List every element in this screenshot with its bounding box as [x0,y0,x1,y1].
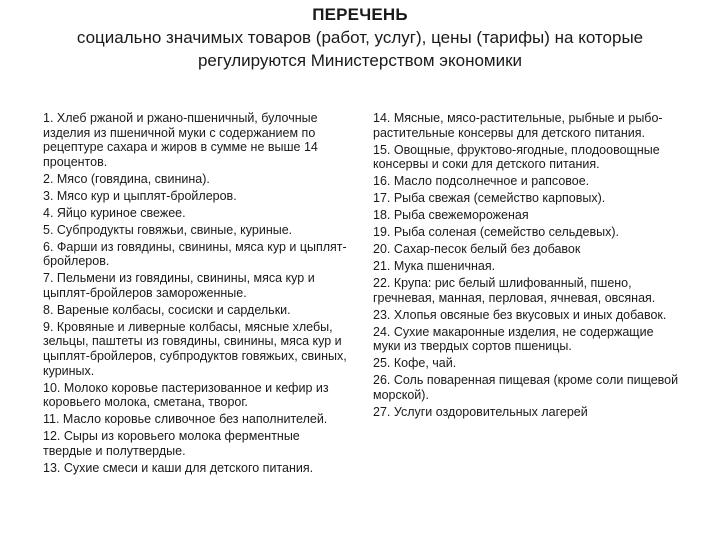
list-item: 27. Услуги оздоровительных лагерей [373,404,588,419]
list-item: 9. Кровяные и ливерные колбасы, мясные хлебы, зельцы, паштеты из говядины, свинины, мяса кур и цыплят-бройлеров, субпродуктов говяжьих, свиных, куриных. [43,319,347,378]
list-item: 22. Крупа: рис белый шлифованный, пшено, гречневая, манная, перловая, ячневая, овсяная. [373,276,656,305]
list-item: 25. Кофе, чай. [373,356,457,371]
list-item: 12. Сыры из коровьего молока ферментные твердые и полутвердые. [43,429,300,458]
list-item: 23. Хлопья овсяные без вкусовых и иных добавок. [373,307,667,322]
page-subtitle: социально значимых товаров (работ, услуг), цены (тарифы) на которые регулируются Министерством экономики [76,28,644,70]
list-item: 1. Хлеб ржаной и ржано-пшеничный, булочные изделия из пшеничной муки с содержанием по рецептуре сахара и жиров в сумме не выше 14 процентов. [43,111,318,169]
list-item: 10. Молоко коровье пастеризованное и кефир из коровьего молока, сметана, творог. [43,380,329,410]
list-item: 15. Овощные, фруктово-ягодные, плодоовощные консервы и соки для детского питания. [373,142,660,172]
list-item: 20. Сахар-песок белый без добавок [373,242,581,257]
title-block [0,4,720,72]
list-item: 3. Мясо кур и цыплят-бройлеров. [43,188,237,203]
list-item: 2. Мясо (говядина, свинина). [43,171,210,186]
list-item: 16. Масло подсолнечное и рапсовое. [373,174,590,189]
list-item: 7. Пельмени из говядины, свинины, мяса кур и цыплят-бройлеров замороженные. [43,271,315,300]
list-item: 14. Мясные, мясо-растительные, рыбные и рыбо-растительные консервы для детского питания. [373,111,663,140]
list-item: 24. Сухие макаронные изделия, не содержащие муки из твердых сортов пшеницы. [373,324,654,354]
list-column-right [373,111,683,422]
list-item: 4. Яйцо куриное свежее. [43,205,186,220]
page-title: ПЕРЕЧЕНЬ [312,5,408,24]
list-column-left [43,111,348,478]
list-item: 8. Вареные колбасы, сосиски и сардельки. [43,302,291,317]
list-item: 6. Фарши из говядины, свинины, мяса кур и цыплят-бройлеров. [43,239,347,269]
list-item: 26. Соль поваренная пищевая (кроме соли пищевой морской). [373,373,679,402]
list-item: 5. Субпродукты говяжьи, свиные, куриные. [43,222,293,237]
list-item: 21. Мука пшеничная. [373,259,496,274]
list-item: 17. Рыба свежая (семейство карповых). [373,191,606,206]
list-item: 11. Масло коровье сливочное без наполнителей. [43,412,328,427]
list-item: 19. Рыба соленая (семейство сельдевых). [373,225,620,240]
list-item: 13. Сухие смеси и каши для детского питания. [43,460,314,475]
list-item: 18. Рыба свежемороженая [373,208,529,223]
